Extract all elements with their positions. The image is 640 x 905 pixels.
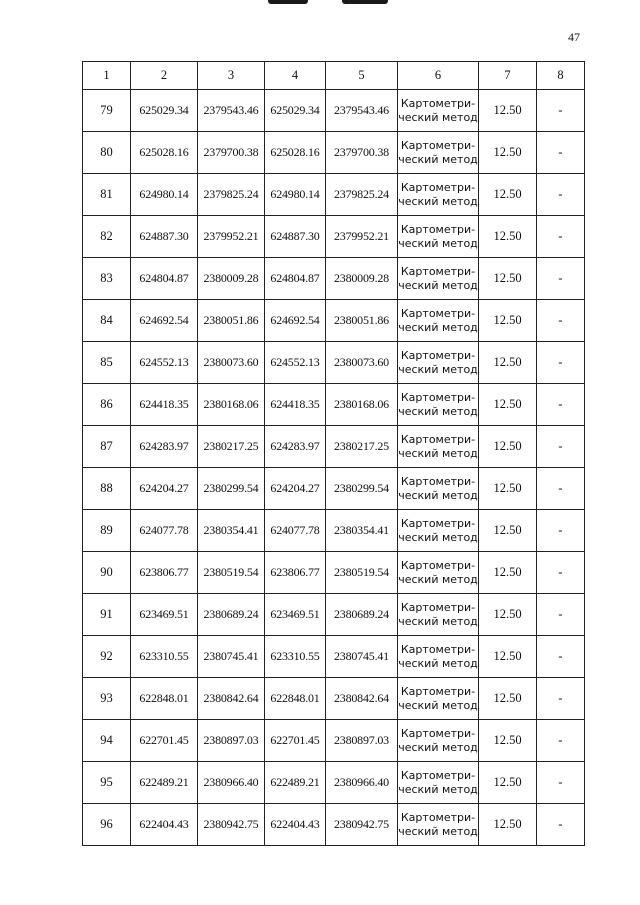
cell-x-coordinate: 622404.43	[131, 804, 198, 846]
cell-accuracy: 12.50	[479, 720, 537, 762]
cell-y-coordinate: 2380942.75	[198, 804, 265, 846]
cell-y-coordinate: 2380897.03	[198, 720, 265, 762]
cell-accuracy: 12.50	[479, 174, 537, 216]
cell-method: Картометри-ческий метод	[398, 132, 479, 174]
cell-y-coordinate: 2380073.60	[198, 342, 265, 384]
cell-note: -	[537, 132, 585, 174]
cell-note: -	[537, 90, 585, 132]
cell-y-coordinate-2: 2379700.38	[326, 132, 398, 174]
table-row	[83, 426, 585, 468]
cell-accuracy: 12.50	[479, 216, 537, 258]
table-row	[83, 300, 585, 342]
cell-y-coordinate: 2379700.38	[198, 132, 265, 174]
cell-method: Картометри-ческий метод	[398, 384, 479, 426]
cell-accuracy: 12.50	[479, 762, 537, 804]
cell-y-coordinate-2: 2380842.64	[326, 678, 398, 720]
cell-accuracy: 12.50	[479, 342, 537, 384]
cell-x-coordinate: 624204.27	[131, 468, 198, 510]
cell-note: -	[537, 468, 585, 510]
cell-x-coordinate-2: 624692.54	[265, 300, 326, 342]
cell-point-number: 92	[83, 636, 131, 678]
cell-method: Картометри-ческий метод	[398, 636, 479, 678]
cell-point-number: 86	[83, 384, 131, 426]
table-row	[83, 762, 585, 804]
cell-y-coordinate: 2380217.25	[198, 426, 265, 468]
table-row	[83, 552, 585, 594]
cell-y-coordinate-2: 2380009.28	[326, 258, 398, 300]
cell-x-coordinate: 624804.87	[131, 258, 198, 300]
cell-y-coordinate-2: 2380689.24	[326, 594, 398, 636]
cell-x-coordinate-2: 625028.16	[265, 132, 326, 174]
cell-x-coordinate-2: 624418.35	[265, 384, 326, 426]
cell-method: Картометри-ческий метод	[398, 510, 479, 552]
cell-note: -	[537, 300, 585, 342]
cell-point-number: 80	[83, 132, 131, 174]
table-header-row	[83, 62, 585, 90]
cell-point-number: 84	[83, 300, 131, 342]
cell-note: -	[537, 426, 585, 468]
cell-note: -	[537, 636, 585, 678]
cell-y-coordinate-2: 2380519.54	[326, 552, 398, 594]
table-row	[83, 468, 585, 510]
cell-x-coordinate: 625028.16	[131, 132, 198, 174]
cell-note: -	[537, 258, 585, 300]
cell-y-coordinate: 2379543.46	[198, 90, 265, 132]
cell-x-coordinate-2: 622701.45	[265, 720, 326, 762]
cell-x-coordinate: 622701.45	[131, 720, 198, 762]
table-body	[83, 90, 585, 846]
cell-y-coordinate-2: 2380073.60	[326, 342, 398, 384]
cell-note: -	[537, 762, 585, 804]
cell-accuracy: 12.50	[479, 804, 537, 846]
table-row	[83, 720, 585, 762]
coordinates-table	[82, 61, 585, 846]
cell-x-coordinate: 624692.54	[131, 300, 198, 342]
cell-x-coordinate-2: 623806.77	[265, 552, 326, 594]
cell-y-coordinate-2: 2380354.41	[326, 510, 398, 552]
column-header-6: 6	[398, 62, 479, 90]
table-row	[83, 258, 585, 300]
cell-x-coordinate-2: 624552.13	[265, 342, 326, 384]
cell-y-coordinate-2: 2380168.06	[326, 384, 398, 426]
table-row	[83, 510, 585, 552]
cell-y-coordinate: 2379825.24	[198, 174, 265, 216]
cell-note: -	[537, 720, 585, 762]
cell-accuracy: 12.50	[479, 468, 537, 510]
scan-mark-left	[268, 0, 308, 4]
cell-x-coordinate: 624887.30	[131, 216, 198, 258]
cell-accuracy: 12.50	[479, 678, 537, 720]
cell-y-coordinate: 2380519.54	[198, 552, 265, 594]
cell-method: Картометри-ческий метод	[398, 426, 479, 468]
column-header-5: 5	[326, 62, 398, 90]
cell-y-coordinate: 2380745.41	[198, 636, 265, 678]
cell-y-coordinate-2: 2380745.41	[326, 636, 398, 678]
cell-x-coordinate-2: 625029.34	[265, 90, 326, 132]
cell-y-coordinate: 2380354.41	[198, 510, 265, 552]
cell-y-coordinate: 2380842.64	[198, 678, 265, 720]
cell-note: -	[537, 678, 585, 720]
cell-x-coordinate-2: 624204.27	[265, 468, 326, 510]
cell-x-coordinate-2: 624980.14	[265, 174, 326, 216]
cell-point-number: 90	[83, 552, 131, 594]
cell-accuracy: 12.50	[479, 510, 537, 552]
cell-method: Картометри-ческий метод	[398, 678, 479, 720]
cell-y-coordinate-2: 2380217.25	[326, 426, 398, 468]
cell-method: Картометри-ческий метод	[398, 762, 479, 804]
column-header-7: 7	[479, 62, 537, 90]
table-row	[83, 342, 585, 384]
cell-point-number: 95	[83, 762, 131, 804]
cell-y-coordinate: 2380299.54	[198, 468, 265, 510]
table-row	[83, 804, 585, 846]
table-row	[83, 132, 585, 174]
cell-method: Картометри-ческий метод	[398, 468, 479, 510]
cell-y-coordinate: 2380966.40	[198, 762, 265, 804]
cell-x-coordinate-2: 622404.43	[265, 804, 326, 846]
cell-x-coordinate-2: 624804.87	[265, 258, 326, 300]
cell-x-coordinate: 624418.35	[131, 384, 198, 426]
cell-y-coordinate-2: 2380966.40	[326, 762, 398, 804]
cell-x-coordinate: 624077.78	[131, 510, 198, 552]
cell-x-coordinate: 624552.13	[131, 342, 198, 384]
cell-y-coordinate-2: 2379543.46	[326, 90, 398, 132]
cell-method: Картометри-ческий метод	[398, 804, 479, 846]
cell-x-coordinate-2: 624077.78	[265, 510, 326, 552]
cell-y-coordinate-2: 2380897.03	[326, 720, 398, 762]
column-header-1: 1	[83, 62, 131, 90]
cell-note: -	[537, 342, 585, 384]
table-row	[83, 594, 585, 636]
cell-method: Картометри-ческий метод	[398, 552, 479, 594]
cell-method: Картометри-ческий метод	[398, 216, 479, 258]
cell-x-coordinate-2: 624283.97	[265, 426, 326, 468]
cell-note: -	[537, 174, 585, 216]
cell-accuracy: 12.50	[479, 132, 537, 174]
cell-y-coordinate-2: 2380942.75	[326, 804, 398, 846]
cell-x-coordinate-2: 624887.30	[265, 216, 326, 258]
cell-accuracy: 12.50	[479, 384, 537, 426]
cell-point-number: 79	[83, 90, 131, 132]
cell-point-number: 85	[83, 342, 131, 384]
cell-accuracy: 12.50	[479, 90, 537, 132]
cell-point-number: 81	[83, 174, 131, 216]
cell-y-coordinate-2: 2379952.21	[326, 216, 398, 258]
cell-x-coordinate: 622489.21	[131, 762, 198, 804]
cell-y-coordinate: 2379952.21	[198, 216, 265, 258]
cell-x-coordinate: 623469.51	[131, 594, 198, 636]
page-number: 47	[568, 30, 580, 44]
cell-y-coordinate: 2380689.24	[198, 594, 265, 636]
cell-method: Картометри-ческий метод	[398, 300, 479, 342]
cell-accuracy: 12.50	[479, 636, 537, 678]
cell-note: -	[537, 384, 585, 426]
cell-point-number: 94	[83, 720, 131, 762]
cell-point-number: 89	[83, 510, 131, 552]
cell-x-coordinate-2: 622489.21	[265, 762, 326, 804]
cell-method: Картометри-ческий метод	[398, 174, 479, 216]
table-row	[83, 216, 585, 258]
cell-point-number: 91	[83, 594, 131, 636]
cell-method: Картометри-ческий метод	[398, 258, 479, 300]
cell-note: -	[537, 216, 585, 258]
cell-note: -	[537, 804, 585, 846]
cell-x-coordinate-2: 623469.51	[265, 594, 326, 636]
cell-accuracy: 12.50	[479, 426, 537, 468]
cell-accuracy: 12.50	[479, 594, 537, 636]
cell-point-number: 88	[83, 468, 131, 510]
cell-x-coordinate: 625029.34	[131, 90, 198, 132]
cell-point-number: 87	[83, 426, 131, 468]
cell-y-coordinate: 2380009.28	[198, 258, 265, 300]
cell-x-coordinate: 624980.14	[131, 174, 198, 216]
cell-method: Картометри-ческий метод	[398, 90, 479, 132]
cell-y-coordinate-2: 2379825.24	[326, 174, 398, 216]
table-row	[83, 678, 585, 720]
cell-point-number: 83	[83, 258, 131, 300]
cell-x-coordinate-2: 623310.55	[265, 636, 326, 678]
cell-y-coordinate-2: 2380051.86	[326, 300, 398, 342]
cell-note: -	[537, 552, 585, 594]
cell-y-coordinate: 2380051.86	[198, 300, 265, 342]
cell-method: Картометри-ческий метод	[398, 342, 479, 384]
cell-x-coordinate-2: 622848.01	[265, 678, 326, 720]
cell-y-coordinate-2: 2380299.54	[326, 468, 398, 510]
cell-accuracy: 12.50	[479, 300, 537, 342]
cell-accuracy: 12.50	[479, 258, 537, 300]
cell-method: Картометри-ческий метод	[398, 720, 479, 762]
cell-x-coordinate: 623806.77	[131, 552, 198, 594]
cell-note: -	[537, 594, 585, 636]
cell-method: Картометри-ческий метод	[398, 594, 479, 636]
cell-x-coordinate: 624283.97	[131, 426, 198, 468]
table-row	[83, 384, 585, 426]
cell-x-coordinate: 622848.01	[131, 678, 198, 720]
cell-note: -	[537, 510, 585, 552]
table-row	[83, 174, 585, 216]
table-row	[83, 90, 585, 132]
cell-y-coordinate: 2380168.06	[198, 384, 265, 426]
column-header-3: 3	[198, 62, 265, 90]
cell-point-number: 93	[83, 678, 131, 720]
column-header-8: 8	[537, 62, 585, 90]
cell-point-number: 96	[83, 804, 131, 846]
column-header-4: 4	[265, 62, 326, 90]
column-header-2: 2	[131, 62, 198, 90]
cell-accuracy: 12.50	[479, 552, 537, 594]
cell-x-coordinate: 623310.55	[131, 636, 198, 678]
table-row	[83, 636, 585, 678]
cell-point-number: 82	[83, 216, 131, 258]
scan-mark-right	[342, 0, 388, 4]
